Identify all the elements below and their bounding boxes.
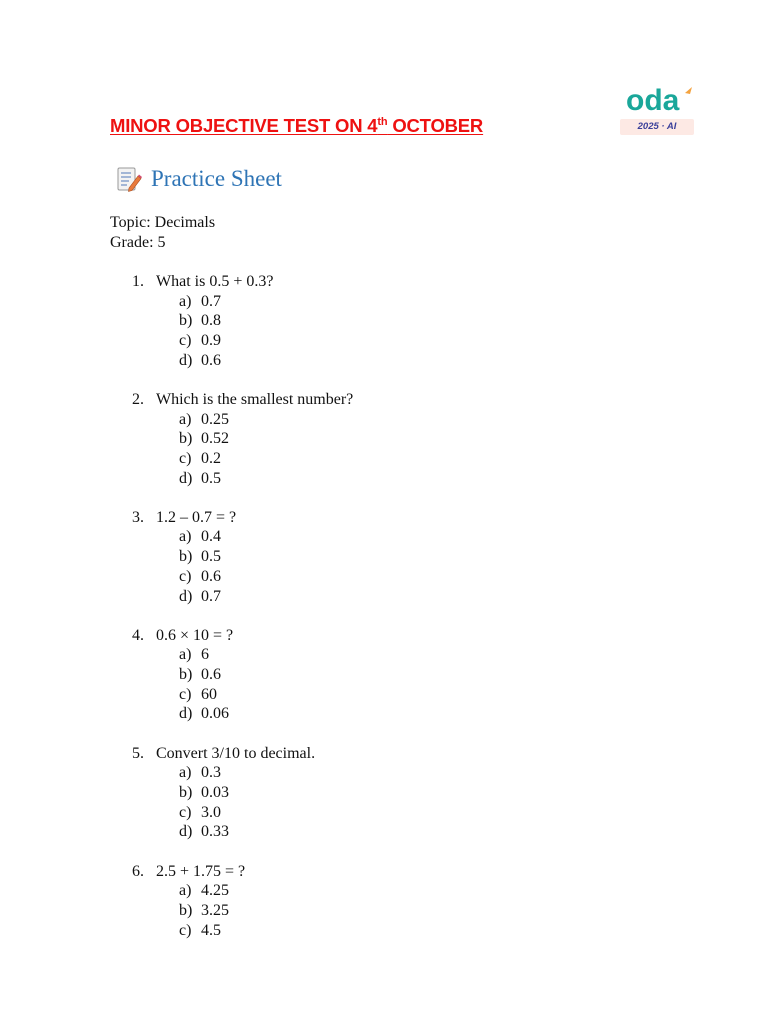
question-line <box>132 508 353 528</box>
option-list <box>179 292 353 371</box>
question-line <box>132 626 353 646</box>
option-letter: c) <box>179 685 192 703</box>
option-letter: b) <box>179 430 193 448</box>
question-item <box>132 272 353 370</box>
option-letter: b) <box>179 312 193 330</box>
option-letter: d) <box>179 469 193 487</box>
question-number: 5. <box>132 744 144 762</box>
question-number: 4. <box>132 626 144 644</box>
test-title-prefix: MINOR OBJECTIVE TEST ON 4 <box>110 115 378 136</box>
option-letter: a) <box>179 528 192 546</box>
option-letter: c) <box>179 331 192 349</box>
answer-option <box>179 567 353 587</box>
option-letter: d) <box>179 705 193 723</box>
practice-sheet-heading <box>116 164 282 194</box>
answer-option <box>179 469 353 489</box>
answer-option <box>179 704 353 724</box>
question-number: 1. <box>132 273 144 290</box>
question-line <box>132 862 353 882</box>
option-list <box>179 763 353 842</box>
option-text: 0.9 <box>201 331 221 349</box>
question-text: 0.6 × 10 = ? <box>156 626 234 644</box>
option-text: 0.6 <box>201 351 221 369</box>
answer-option <box>179 311 353 331</box>
answer-option <box>179 763 353 783</box>
option-list <box>179 645 353 724</box>
answer-option <box>179 527 353 547</box>
question-item <box>132 744 353 842</box>
answer-option <box>179 921 353 941</box>
option-letter: b) <box>179 784 193 802</box>
answer-option <box>179 587 353 607</box>
option-letter: b) <box>179 666 193 684</box>
question-text: 1.2 – 0.7 = ? <box>156 508 237 526</box>
option-text: 0.33 <box>201 823 229 841</box>
question-item <box>132 390 353 488</box>
option-text: 0.25 <box>201 410 229 428</box>
answer-option <box>179 783 353 803</box>
option-text: 60 <box>201 685 217 703</box>
answer-option <box>179 881 353 901</box>
option-text: 3.25 <box>201 901 229 919</box>
option-letter: d) <box>179 351 193 369</box>
question-line <box>132 272 353 292</box>
question-item <box>132 862 353 941</box>
answer-option <box>179 429 353 449</box>
test-title <box>110 115 483 137</box>
question-list <box>132 272 353 960</box>
option-letter: a) <box>179 410 192 428</box>
grade-line: Grade: 5 <box>110 233 166 251</box>
answer-option <box>179 410 353 430</box>
question-number: 3. <box>132 508 144 526</box>
question-number: 6. <box>132 862 144 880</box>
answer-option <box>179 292 353 312</box>
option-text: 4.25 <box>201 882 229 900</box>
oda-logo <box>618 84 696 136</box>
practice-sheet-title: Practice Sheet <box>151 166 282 191</box>
question-text: Convert 3/10 to decimal. <box>156 744 316 762</box>
question-number: 2. <box>132 390 144 408</box>
option-letter: b) <box>179 548 193 566</box>
test-title-ordinal: th <box>377 115 388 128</box>
document-pencil-icon <box>116 165 142 193</box>
answer-option <box>179 685 353 705</box>
option-list <box>179 881 353 940</box>
option-letter: b) <box>179 901 193 919</box>
option-text: 0.3 <box>201 764 221 782</box>
question-item <box>132 508 353 606</box>
answer-option <box>179 351 353 371</box>
option-text: 0.7 <box>201 587 221 605</box>
option-text: 3.0 <box>201 803 221 821</box>
answer-option <box>179 449 353 469</box>
answer-option <box>179 803 353 823</box>
option-list <box>179 410 353 489</box>
option-letter: a) <box>179 646 192 664</box>
option-letter: d) <box>179 587 193 605</box>
option-letter: d) <box>179 823 193 841</box>
option-letter: a) <box>179 882 192 900</box>
answer-option <box>179 645 353 665</box>
option-letter: a) <box>179 292 192 310</box>
option-letter: c) <box>179 449 192 467</box>
option-letter: c) <box>179 567 192 585</box>
question-line <box>132 744 353 764</box>
option-text: 0.06 <box>201 705 229 723</box>
option-letter: c) <box>179 921 192 939</box>
question-text: What is 0.5 + 0.3? <box>156 273 274 290</box>
option-text: 0.5 <box>201 469 221 487</box>
answer-option <box>179 665 353 685</box>
option-letter: a) <box>179 764 192 782</box>
answer-option <box>179 331 353 351</box>
option-list <box>179 527 353 606</box>
option-text: 0.5 <box>201 548 221 566</box>
option-text: 0.52 <box>201 430 229 448</box>
option-text: 0.03 <box>201 784 229 802</box>
option-text: 0.6 <box>201 666 221 684</box>
sheet-meta <box>110 213 215 252</box>
option-letter: c) <box>179 803 192 821</box>
option-text: 0.7 <box>201 292 221 310</box>
spark-icon <box>684 86 694 96</box>
answer-option <box>179 822 353 842</box>
topic-line: Topic: Decimals <box>110 214 216 231</box>
test-title-suffix: OCTOBER <box>387 115 484 136</box>
answer-option <box>179 547 353 567</box>
answer-option <box>179 901 353 921</box>
option-text: 0.8 <box>201 312 221 330</box>
option-text: 0.2 <box>201 449 221 467</box>
option-text: 4.5 <box>201 921 221 939</box>
option-text: 6 <box>201 646 209 664</box>
logo-brand: oda <box>626 84 680 117</box>
question-text: 2.5 + 1.75 = ? <box>156 862 246 880</box>
question-line <box>132 390 353 410</box>
question-item <box>132 626 353 724</box>
question-text: Which is the smallest number? <box>156 390 354 408</box>
option-text: 0.6 <box>201 567 221 585</box>
option-text: 0.4 <box>201 528 221 546</box>
logo-tagline: 2025 · AI <box>620 119 694 135</box>
